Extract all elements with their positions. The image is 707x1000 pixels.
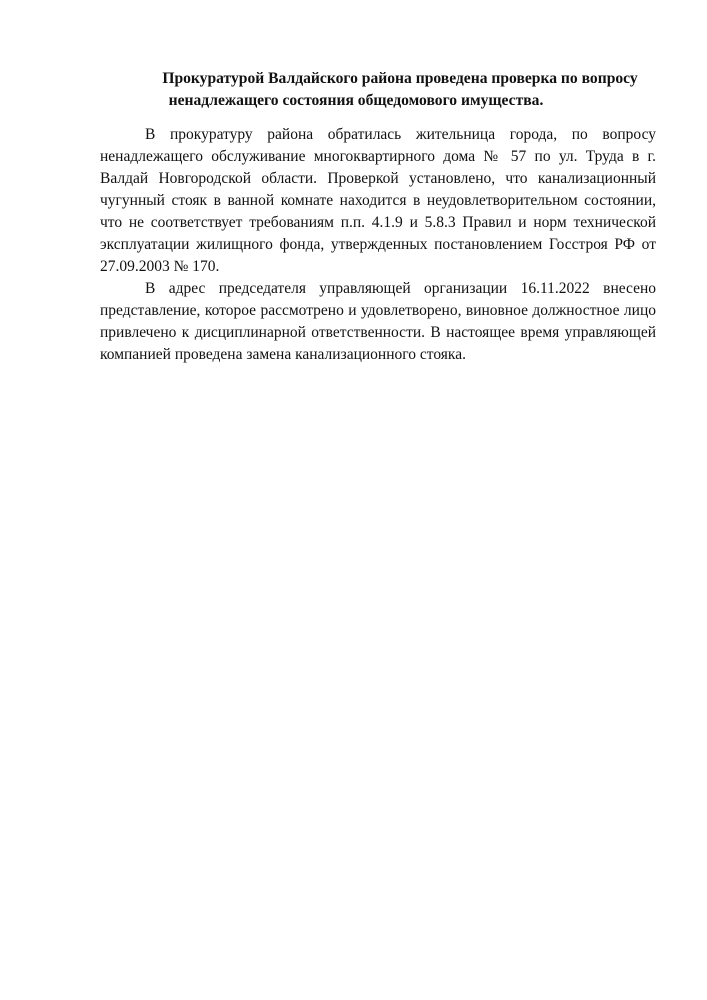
title-line-1: Прокуратурой Валдайского района проведена проверка по вопросу: [162, 70, 638, 87]
document-title: [100, 68, 656, 112]
document-body: [100, 124, 656, 366]
paragraph-1: В прокуратуру района обратилась жительница города, по вопросу ненадлежащего обслуживание многоквартирного дома № 57 по ул. Труда в г. Валдай Новгородской области. Проверкой установлено, что канализационный чугунный стояк в ванной комнате находится в неудовлетворительном состоянии, что не соответствует требованиям п.п. 4.1.9 и 5.8.3 Правил и норм технической эксплуатации жилищного фонда, утвержденных постановлением Госстроя РФ от 27.09.2003 № 170.: [100, 126, 656, 275]
paragraph-2: В адрес председателя управляющей организации 16.11.2022 внесено представление, которое рассмотрено и удовлетворено, виновное должностное лицо привлечено к дисциплинарной ответственности. В настоящее время управляющей компанией проведена замена канализационного стояка.: [100, 280, 656, 363]
title-line-2: ненадлежащего состояния общедомового имущества.: [168, 92, 544, 109]
